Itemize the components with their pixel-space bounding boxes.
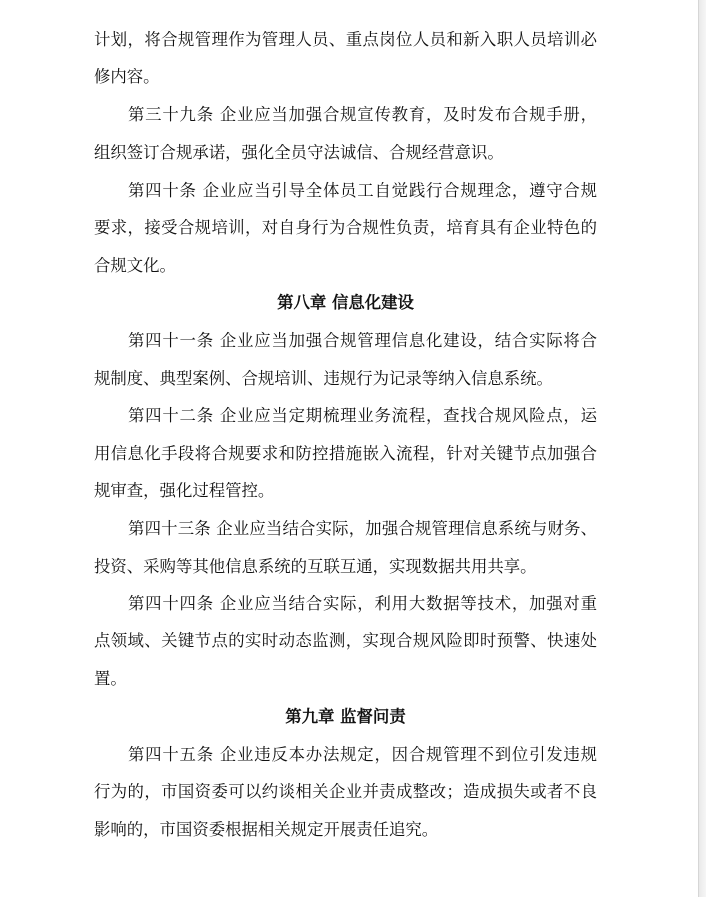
paragraph-line: 组织签订合规承诺，强化全员守法诚信、合规经营意识。: [94, 143, 504, 162]
article-41-line: 第四十一条 企业应当加强合规管理信息化建设，结合实际将合: [128, 331, 597, 350]
article-43-line: 第四十三条 企业应当结合实际，加强合规管理信息系统与财务、: [128, 519, 597, 538]
chapter-9-heading: 第九章 监督问责: [285, 707, 406, 726]
window-right-edge: [698, 0, 706, 897]
article-39-line: 第三十九条 企业应当加强合规宣传教育，及时发布合规手册，: [128, 105, 597, 124]
paragraph-line: 规审查，强化过程管控。: [94, 481, 275, 500]
paragraph-line: 修内容。: [94, 67, 160, 86]
article-45-line: 第四十五条 企业违反本办法规定，因合规管理不到位引发违规: [128, 745, 597, 764]
article-40-line: 第四十条 企业应当引导全体员工自觉践行合规理念，遵守合规: [128, 181, 597, 200]
paragraph-line: 投资、采购等其他信息系统的互联互通，实现数据共用共享。: [94, 557, 537, 576]
paragraph-line: 行为的，市国资委可以约谈相关企业并责成整改；造成损失或者不良: [94, 782, 597, 801]
paragraph-line: 点领域、关键节点的实时动态监测，实现合规风险即时预警、快速处: [94, 631, 597, 650]
paragraph-line: 计划，将合规管理作为管理人员、重点岗位人员和新入职人员培训必: [94, 30, 597, 49]
paragraph-line: 用信息化手段将合规要求和防控措施嵌入流程，针对关键节点加强合: [94, 444, 597, 463]
paragraph-line: 影响的，市国资委根据相关规定开展责任追究。: [94, 820, 439, 839]
paragraph-line: 规制度、典型案例、合规培训、违规行为记录等纳入信息系统。: [94, 369, 553, 388]
paragraph-line: 置。: [94, 669, 127, 688]
article-42-line: 第四十二条 企业应当定期梳理业务流程，查找合规风险点，运: [128, 406, 597, 425]
paragraph-line: 合规文化。: [94, 256, 176, 275]
article-44-line: 第四十四条 企业应当结合实际，利用大数据等技术，加强对重: [128, 594, 597, 613]
paragraph-line: 要求，接受合规培训，对自身行为合规性负责，培育具有企业特色的: [94, 218, 597, 237]
chapter-8-heading: 第八章 信息化建设: [277, 293, 414, 312]
